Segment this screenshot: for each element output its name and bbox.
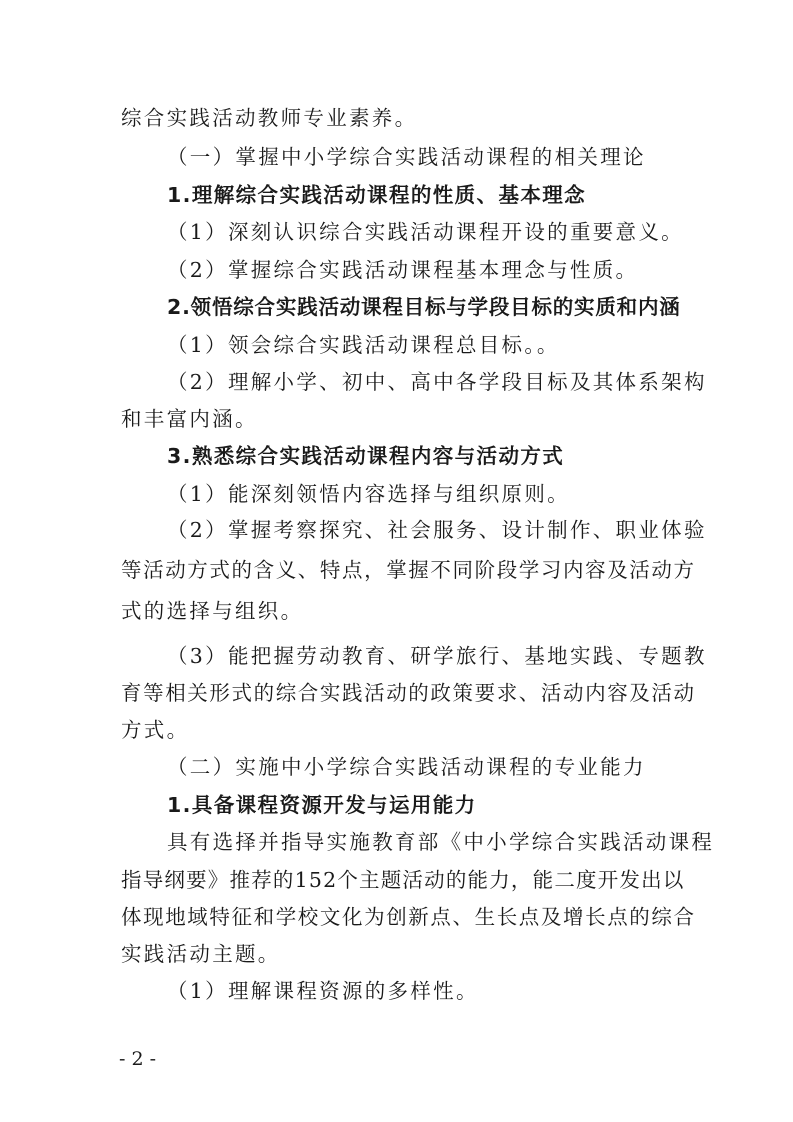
paragraph-line: 等活动方式的含义、特点，掌握不同阶段学习内容及活动方 [121, 558, 696, 582]
paragraph-line: 综合实践活动教师专业素养。 [121, 106, 418, 130]
paragraph-line: （1）领会综合实践活动课程总目标。。 [167, 333, 560, 357]
paragraph-line: （1）能深刻领悟内容选择与组织原则。 [167, 482, 570, 506]
paragraph-line: 和丰富内涵。 [121, 407, 258, 431]
subsection-heading: 2.领悟综合实践活动课程目标与学段目标的实质和内涵 [167, 295, 681, 319]
paragraph-line: （1）理解课程资源的多样性。 [167, 979, 479, 1003]
section-heading: （二）实施中小学综合实践活动课程的专业能力 [167, 755, 646, 779]
paragraph-line: 指导纲要》推荐的152个主题活动的能力，能二度开发出以 [121, 868, 685, 892]
paragraph-line: （2）掌握考察探究、社会服务、设计制作、职业体验 [167, 518, 707, 542]
paragraph-line: （2）掌握综合实践活动课程基本理念与性质。 [167, 258, 639, 282]
page-number: - 2 - [119, 1048, 157, 1070]
paragraph-line: （1）深刻认识综合实践活动课程开设的重要意义。 [167, 220, 684, 244]
paragraph-line: （2）理解小学、初中、高中各学段目标及其体系架构 [167, 370, 707, 394]
paragraph-line: （3）能把握劳动教育、研学旅行、基地实践、专题教 [167, 644, 707, 668]
paragraph-line: 具有选择并指导实施教育部《中小学综合实践活动课程 [167, 830, 715, 854]
paragraph-line: 育等相关形式的综合实践活动的政策要求、活动内容及活动 [121, 681, 696, 705]
section-heading: （一）掌握中小学综合实践活动课程的相关理论 [167, 145, 646, 169]
subsection-heading: 1.理解综合实践活动课程的性质、基本理念 [167, 183, 587, 207]
paragraph-line: 方式。 [121, 718, 190, 742]
paragraph-line: 体现地域特征和学校文化为创新点、生长点及增长点的综合 [121, 905, 696, 929]
paragraph-line: 实践活动主题。 [121, 942, 281, 966]
paragraph-line: 式的选择与组织。 [121, 599, 304, 623]
subsection-heading: 1.具备课程资源开发与运用能力 [167, 793, 477, 817]
subsection-heading: 3.熟悉综合实践活动课程内容与活动方式 [167, 444, 565, 468]
